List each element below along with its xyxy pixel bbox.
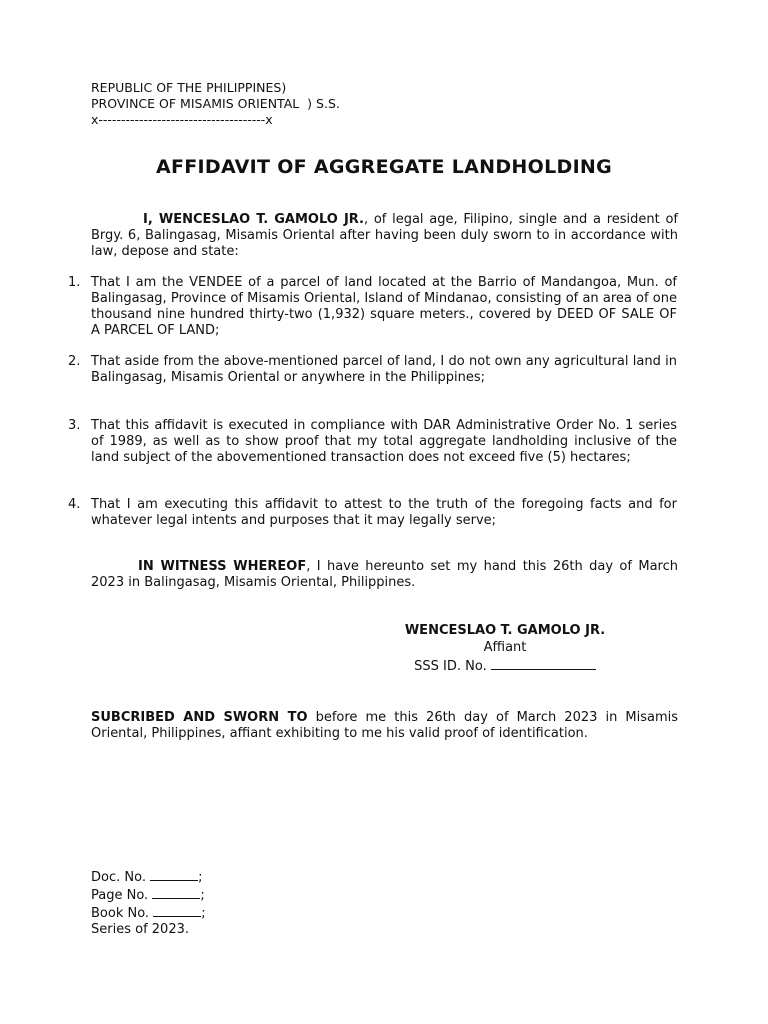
intro-paragraph [91, 212, 678, 260]
item-number: 4. [68, 497, 81, 512]
page-number-line [91, 886, 206, 904]
item-text: That I am executing this affidavit to attest to the truth of the foregoing facts and for whatever legal intents and purposes that it may legally serve; [91, 497, 677, 528]
sworn-text: before me this 26th day of March 2023 in Misamis Oriental, Philippines, affiant exhibiting to me his valid proof of identification. [91, 710, 679, 741]
page-number-label: Page No. [91, 888, 149, 903]
venue-republic: REPUBLIC OF THE PHILIPPINES) [91, 80, 287, 95]
document-title: AFFIDAVIT OF AGGREGATE LANDHOLDING [155, 156, 613, 178]
witness-text: , I have hereunto set my hand this 26th day of March 2023 in Balingasag, Misamis Oriental, Philippines. [91, 559, 679, 590]
doc-number-suffix: ; [198, 870, 203, 885]
notary-details [91, 868, 206, 938]
page-number-suffix: ; [200, 888, 205, 903]
book-number-label: Book No. [91, 906, 150, 921]
statement-item-1 [68, 275, 677, 339]
item-number: 2. [68, 354, 81, 369]
sworn-lead: SUBCRIBED AND SWORN TO [91, 710, 308, 725]
book-number-line [91, 904, 206, 922]
witness-lead: IN WITNESS WHEREOF [138, 559, 307, 574]
sss-id-blank[interactable] [491, 656, 596, 670]
statement-item-2 [68, 354, 677, 386]
witness-paragraph [91, 559, 678, 591]
venue-separator: x-------------------------------------x [91, 112, 273, 127]
series-line: Series of 2023. [91, 922, 189, 937]
page-number-blank[interactable] [152, 886, 200, 899]
item-text: That I am the VENDEE of a parcel of land located at the Barrio of Mandangoa, Mun. of Balingasag, Province of Misamis Oriental, Island of Mindanao, consisting of an area of one thousand nine hundred thirty-two (1,932) square meters., covered by DEED OF SALE OF A PARCEL OF LAND; [91, 275, 677, 338]
item-text: That aside from the above-mentioned parcel of land, I do not own any agricultural land in Balingasag, Misamis Oriental or anywhere in the Philippines; [91, 354, 677, 385]
doc-number-line [91, 868, 206, 886]
affiant-name-intro: I, WENCESLAO T. GAMOLO JR. [143, 212, 364, 227]
doc-number-blank[interactable] [150, 868, 198, 881]
sss-id-label: SSS ID. No. [414, 659, 487, 674]
affiant-role: Affiant [483, 640, 527, 655]
venue-block [91, 80, 340, 128]
venue-province: PROVINCE OF MISAMIS ORIENTAL ) S.S. [91, 96, 340, 111]
signature-block [360, 622, 650, 675]
item-number: 1. [68, 275, 81, 290]
sworn-paragraph [91, 710, 678, 742]
statement-item-3 [68, 418, 677, 466]
doc-number-label: Doc. No. [91, 870, 146, 885]
book-number-blank[interactable] [153, 904, 201, 917]
affiant-signature-name: WENCESLAO T. GAMOLO JR. [404, 623, 606, 638]
intro-text: , of legal age, Filipino, single and a resident of Brgy. 6, Balingasag, Misamis Oriental after having been duly sworn to in accordance with law, depose and state: [91, 212, 678, 259]
book-number-suffix: ; [201, 906, 206, 921]
item-number: 3. [68, 418, 81, 433]
sss-id-line [360, 656, 650, 675]
item-text: That this affidavit is executed in compliance with DAR Administrative Order No. 1 series of 1989, as well as to show proof that my total aggregate landholding inclusive of the land subject of the abovementioned transaction does not exceed five (5) hectares; [91, 418, 677, 465]
statement-item-4 [68, 497, 677, 529]
